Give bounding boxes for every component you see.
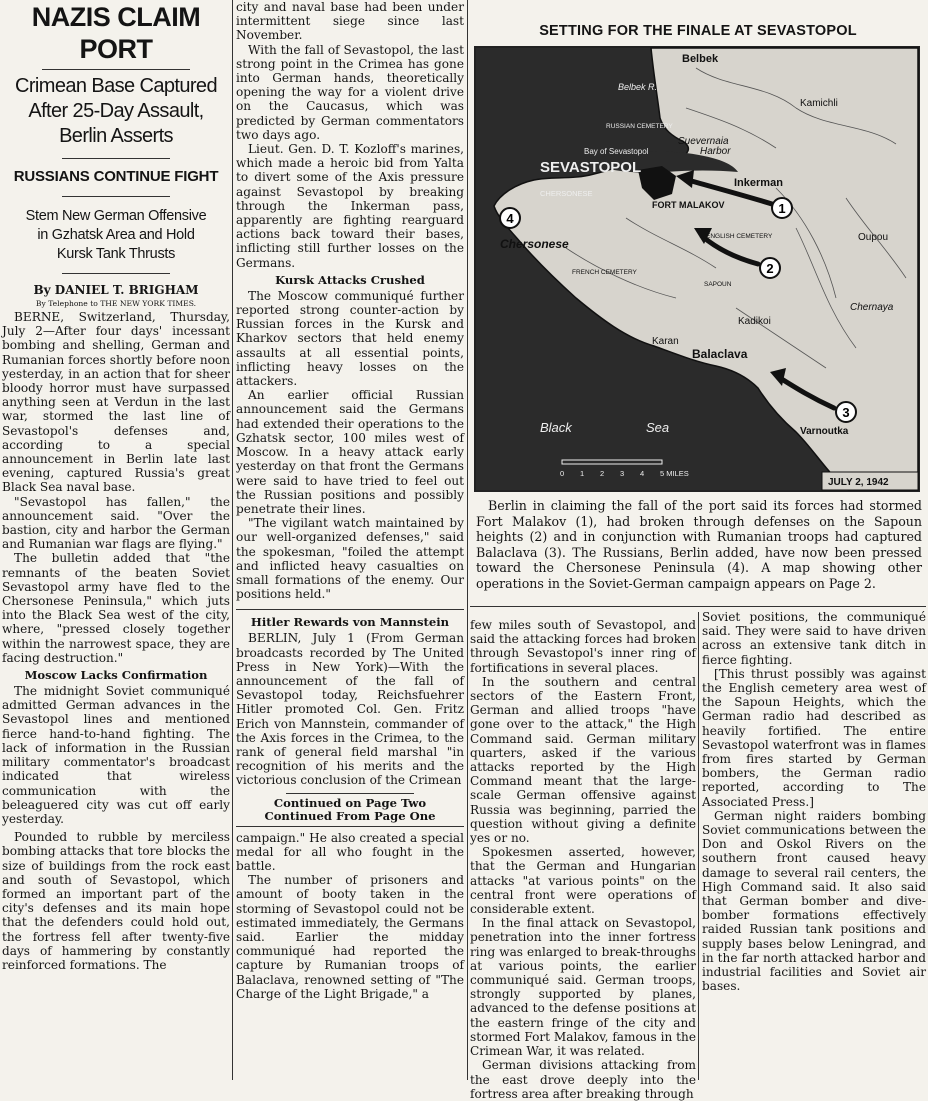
divider — [62, 196, 170, 197]
col1-paragraph-1: BERNE, Switzerland, Thursday, July 2—After four days' incessant bombing and shelling, German and Rumanian forces shortly before noon yesterday, in an action that for sheer bloody horror must have surpassed anything seen at Verdun in the last war, stormed the last line of Sevastopol's defenses and, according to a special announcement in Berlin late last evening, captured Russia's great Black Sea naval base. — [2, 310, 230, 495]
col2-paragraph-1: city and naval base had been under intermittent siege since last November. — [236, 0, 464, 43]
credit-line: By Telephone to THE NEW YORK TIMES. — [35, 299, 197, 308]
marker-2-label: 2 — [766, 261, 774, 276]
col2-paragraph-2: With the fall of Sevastopol, the last strong point in the Crimea has gone into German hands, theoretically opening the way for a violent drive on the Caucasus, which was predicted by German commentators two days ago. — [236, 42, 464, 142]
label-bay: Bay of Sevastopol — [584, 147, 649, 156]
marker-1-label: 1 — [778, 201, 786, 216]
sevastopol-map — [476, 48, 918, 490]
col2-paragraph-4: The Moscow communiqué further reported strong counter-action by Russian forces in the Kursk and Kharkov sectors that held enemy assaults at all essential points, inflicting heavy losses on the attackers. — [236, 288, 464, 389]
col1-paragraph-5: Pounded to rubble by merciless bombing attacks that tore blocks the size of buildings from the rock east and south of Sevastopol, which formed an important part of the city's defenses and its main hope that the defenders could hold out, the fortress fell after twenty-five days of hammering by constantly reinforced formations. The — [2, 830, 230, 972]
map-bottom-rule — [470, 606, 926, 607]
deck-3-line-1: Stem New German Offensive — [25, 208, 207, 224]
col3-paragraph-2: In the southern and central sectors of the Eastern Front, German and allied troops "have gone over to the attack," the High Command said. German military quarters, asked if the various attacks reported by the High Command meant that the large-scale German offensive against Russia was beginning, parried the question without giving a definite yes or no. — [470, 674, 696, 846]
label-fort-malakov: FORT MALAKOV — [652, 200, 725, 210]
deck-3-line-3: Kursk Tank Thrusts — [56, 246, 176, 262]
label-kamichli: Kamichli — [800, 98, 838, 109]
label-inkerman: Inkerman — [734, 177, 783, 189]
col3-paragraph-5: German divisions attacking from the east drove deeply into the fortress area after breaking through — [470, 1058, 696, 1101]
marker-4-label: 4 — [506, 211, 514, 226]
label-chernaya: Chernaya — [850, 302, 894, 313]
divider — [62, 273, 170, 274]
main-headline: NAZIS CLAIM PORT — [31, 2, 201, 64]
column-rule-1 — [232, 0, 233, 1080]
label-chersonese: CHERSONESE — [540, 189, 593, 198]
subhead-moscow: Moscow Lacks Confirmation — [24, 668, 208, 683]
col3-paragraph-1: few miles south of Sevastopol, and said the attacking forces had broken through Sevastopol's inner ring of fortifications in several places. — [470, 618, 696, 675]
divider — [42, 69, 190, 70]
label-russian-cemetery: RUSSIAN CEMETERY — [606, 123, 673, 130]
label-sevastopol: SEVASTOPOL — [540, 159, 642, 176]
label-chersonese-pen: Chersonese — [500, 237, 569, 251]
column-4 — [702, 610, 926, 994]
col2-paragraph-8: campaign." He also created a special medal for all who fought in the battle. — [236, 830, 464, 873]
label-french-cemetery: FRENCH CEMETERY — [572, 269, 637, 276]
map-title: SETTING FOR THE FINALE AT SEVASTOPOL — [539, 23, 857, 39]
column-1 — [2, 0, 230, 1080]
subhead-hitler: Hitler Rewards von Mannstein — [250, 615, 450, 630]
subhead-kursk: Kursk Attacks Crushed — [275, 272, 425, 287]
col1-paragraph-3: The bulletin added that "the remnants of the beaten Soviet Sevastopol army have fled to the Chersonese Peninsula," which juts into the Black Sea west of the city, where, "pressed closely together within the narrowest space, they are facing destruction." — [2, 551, 230, 665]
label-belbek-r: Belbek R. — [618, 82, 658, 92]
scale-4: 4 — [640, 469, 645, 478]
label-varnoutka: Varnoutka — [800, 426, 849, 437]
column-rule-2 — [467, 0, 468, 1080]
col1-paragraph-4: The midnight Soviet communiqué admitted German advances in the Sevastopol lines and mentioned fierce hand-to-hand fighting. The lack of information in the Russian military commentator's broadcast indicated that wireless communication with the beleaguered city was cut off early yesterday. — [2, 684, 230, 826]
continued-on: Continued on Page Two — [273, 795, 427, 810]
label-balaclava: Balaclava — [692, 347, 748, 361]
column-rule-3 — [698, 612, 699, 1080]
label-oupou: Oupou — [858, 232, 889, 243]
marker-3-label: 3 — [842, 405, 850, 420]
label-harbor: Harbor — [700, 146, 731, 157]
col3-paragraph-3: Spokesmen asserted, however, that the German and Hungarian attacks "at various points" on the central front were operations of considerable extent. — [470, 845, 696, 917]
label-black: Black — [540, 420, 572, 435]
label-sea: Sea — [646, 420, 670, 435]
map-block — [470, 0, 926, 604]
map-date: JULY 2, 1942 — [828, 477, 889, 488]
label-karan: Karan — [652, 336, 679, 347]
divider — [236, 609, 464, 610]
byline: By DANIEL T. BRIGHAM — [33, 283, 199, 297]
label-sapoun: SAPOUN — [704, 281, 732, 288]
divider — [62, 158, 170, 159]
col2-paragraph-3: Lieut. Gen. D. T. Kozloff's marines, which made a heroic bid from Yalta to divert some of the Axis pressure against Sevastopol by breaking through the Inkerman pass, apparently are fighting rearguard actions back toward their bases, inflicting still further losses on the Germans. — [236, 142, 464, 270]
column-2 — [236, 0, 464, 1080]
column-3 — [470, 618, 696, 1101]
col1-paragraph-2: "Sevastopol has fallen," the announcement said. "Over the bastion, city and harbor the German and Rumanian war flags are flying." — [2, 494, 230, 552]
col2-paragraph-5: An earlier official Russian announcement said the Germans had extended their operations to the Gzhatsk sector, 100 miles west of Moscow. In a heavy attack early yesterday on that front the Germans were said to have tried to feel out the Russian positions and possibly penetrate their lines. — [236, 388, 464, 516]
label-kadikoi: Kadikoi — [738, 316, 771, 327]
col4-paragraph-1: Soviet positions, the communiqué said. They were said to have driven across an extensive tank ditch in fierce fighting. — [702, 610, 926, 667]
col2-paragraph-9: The number of prisoners and amount of booty taken in the storming of Sevastopol could not be estimated immediately, the Germans said. Earlier the midday communiqué had reported the capture by Rumanian troops of Balaclava, renowned setting of "The Charge of the Light Brigade," a — [236, 873, 464, 1001]
col2-paragraph-7: BERLIN, July 1 (From German broadcasts recorded by The United Press in New York)—With the announcement of the fall of Sevastopol today, Reichsfuehrer Hitler promoted Col. Gen. Fritz Erich von Mannstein, commander of the Axis forces in the Crimea, to the rank of general field marshal "in recognition of his merits and the victorious conclusion of the Crimean — [236, 631, 464, 788]
col4-paragraph-3: German night raiders bombing Soviet communications between the Don and Oskol Rivers on the southern front caused heavy damage to several rail centers, the High Command said. It also said that German bomber and dive-bomber formations effectively raided Russian tank positions and supply bases below Leningrad, and in the far north attacked harbor and industrial facilities and Soviet air bases. — [702, 808, 926, 994]
divider — [236, 826, 464, 827]
map-frame — [474, 46, 920, 492]
deck-3-line-2: in Gzhatsk Area and Hold — [37, 227, 195, 243]
col3-paragraph-4: In the final attack on Sevastopol, penetration into the inner fortress ring was enlarged to break-throughs at various points, the earlier communiqué said. German troops, strongly supported by planes, advanced to the defense positions at the eastern fringe of the city and stormed Fort Malakov, famous in the Crimean War, it was related. — [470, 916, 696, 1059]
deck-1-line-3: Berlin Asserts — [59, 125, 173, 147]
deck-2: RUSSIANS CONTINUE FIGHT — [13, 168, 219, 185]
col2-paragraph-6: "The vigilant watch maintained by our well-organized defenses," said the spokesman, "foiled the attempt and inflicted heavy casualties on small formations of the enemy. Our positions held." — [236, 516, 464, 602]
col4-paragraph-2: [This thrust possibly was against the English cemetery area west of the Sapoun Heights, which the German radio had described as heavily fortified. The entire Sevastopol waterfront was in flames from fires started by German bombers, the German radio reported, according to The Associated Press.] — [702, 666, 926, 809]
scale-2: 2 — [600, 469, 605, 478]
scale-5: 5 MILES — [660, 469, 689, 478]
scale-0: 0 — [560, 469, 565, 478]
deck-1-line-1: Crimean Base Captured — [15, 75, 217, 97]
continued-from: Continued From Page One — [264, 808, 436, 823]
scale-3: 3 — [620, 469, 625, 478]
map-caption: Berlin in claiming the fall of the port said its forces had stormed Fort Malakov (1), had broken through defenses on the Sapoun heights (2) and in conjunction with Rumanian troops had captured Balaclava (3). The Russians, Berlin added, have now been pressed toward the Chersonese Peninsula (4). A map showing other operations in the Soviet-German campaign appears on Page 2. — [476, 498, 922, 591]
label-english-cemetery: ENGLISH CEMETERY — [706, 233, 773, 240]
label-belbek: Belbek — [682, 53, 719, 65]
scale-1: 1 — [580, 469, 585, 478]
divider — [286, 793, 414, 794]
label-suevernaia: Suevernaia — [678, 136, 729, 147]
deck-1-line-2: After 25-Day Assault, — [28, 100, 204, 122]
